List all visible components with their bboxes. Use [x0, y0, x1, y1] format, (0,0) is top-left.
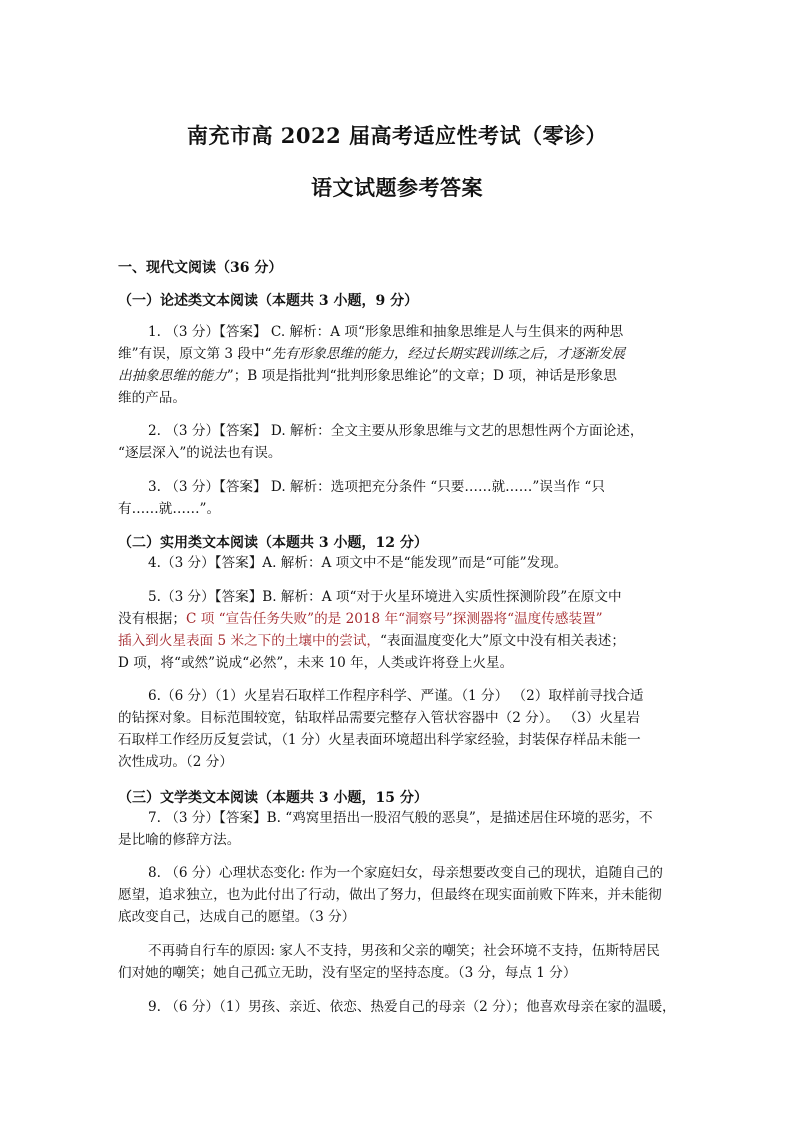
q1-quote-part2: 出抽象思维的能力 [118, 368, 227, 384]
q8-line5: 们对她的嘲笑；她自己孤立无助，没有坚定的坚持态度。（3 分，每点 1 分） [118, 965, 577, 981]
q3-line1: 3. （3 分）【答案】 D. 解析：选项把充分条件 “只要……就……”误当作 “只 [148, 479, 605, 495]
q5-red-text-part2: 插入到火星表面 5 米之下的土壤中的尝试， [118, 633, 380, 649]
q8-line1: 8. （6 分）心理状态变化: 作为一个家庭妇女，母亲想要改变自己的现状，追随自己的 [148, 865, 663, 881]
q1-line2: 维”有误，原文第 3 段中“先有形象思维的能力，经过长期实践训练之后，才逐渐发展 [118, 346, 625, 362]
q6-line4: 次性成功。（2 分） [118, 754, 233, 770]
question-1-answer [118, 321, 686, 409]
q6-line2: 的钻探对象。目标范围较宽，钻取样品需要完整存入管状容器中（2 分）。 （3）火星岩 [118, 710, 641, 726]
question-8-reasons [118, 940, 686, 984]
q2-line1: 2. （3 分）【答案】 D. 解析：全文主要从形象思维与文艺的思想性两个方面论述， [148, 423, 644, 439]
q5-line3: 插入到火星表面 5 米之下的土壤中的尝试，“表面温度变化大”原文中没有相关表述； [118, 633, 625, 649]
question-9-answer [118, 996, 686, 1018]
q5-line4: D 项，将“或然”说成“必然”，未来 10 年，人类或许将登上火星。 [118, 655, 514, 671]
question-3-answer [118, 476, 686, 520]
question-2-answer [118, 420, 686, 464]
page-subtitle: 语文试题参考答案 [311, 175, 483, 200]
q2-line2: “逐层深入”的说法也有误。 [118, 445, 282, 461]
q1-line1: 1. （3 分）【答案】 C. 解析：A 项“形象思维和抽象思维是人与生俱来的两种思 [148, 324, 624, 340]
q4-line1: 4.（3 分）【答案】A. 解析：A 项文中不是“能发现”而是“可能”发现。 [148, 555, 568, 571]
q1-line4: 维的产品。 [118, 390, 186, 406]
part1-heading: 一、现代文阅读（36 分） [118, 260, 283, 276]
question-4-answer [118, 552, 686, 574]
section3-heading: （三）文学类文本阅读（本题共 3 小题，15 分） [118, 790, 428, 806]
q3-line2: 有……就……”。 [118, 501, 221, 517]
q6-line3: 石取样工作经历反复尝试，（1 分）火星表面环境超出科学家经验，封装保存样品未能一 [118, 732, 641, 748]
question-8-answer [118, 862, 686, 928]
q7-line1: 7. （3 分）【答案】B. “鸡窝里捂出一股沼气般的恶臭”，是描述居住环境的恶劣，不 [148, 810, 653, 826]
q8-line3: 底改变自己，达成自己的愿望。（3 分） [118, 909, 356, 925]
question-6-answer [118, 685, 686, 773]
question-5-answer [118, 586, 686, 674]
question-7-answer [118, 807, 686, 851]
q7-line2: 是比喻的修辞方法。 [118, 832, 241, 848]
section2-heading: （二）实用类文本阅读（本题共 3 小题，12 分） [118, 535, 428, 551]
q5-red-text-part1: C 项 “宣告任务失败”的是 2018 年“洞察号”探测器将“温度传感装置” [185, 611, 603, 627]
q9-line1: 9. （6 分）（1）男孩、亲近、依恋、热爱自己的母亲（2 分）；他喜欢母亲在家的温暖， [148, 999, 676, 1015]
q8-line4: 不再骑自行车的原因: 家人不支持，男孩和父亲的嘲笑；社会环境不支持，伍斯特居民 [148, 943, 660, 959]
q5-line2: 没有根据；C 项 “宣告任务失败”的是 2018 年“洞察号”探测器将“温度传感装置” [118, 611, 603, 627]
q8-line2: 愿望，追求独立，也为此付出了行动，做出了努力，但最终在现实面前败下阵来，并未能彻 [118, 887, 662, 903]
q6-line1: 6.（6 分）（1）火星岩石取样工作程序科学、严谨。（1 分） （2）取样前寻找合适 [148, 688, 644, 704]
q1-quote-part1: 先有形象思维的能力，经过长期实践训练之后，才逐渐发展 [271, 346, 625, 362]
page-title: 南充市高 2022 届高考适应性考试（零诊） [186, 123, 608, 148]
q5-line1: 5.（3 分）【答案】B. 解析：A 项“对于火星环境进入实质性探测阶段”在原文中 [148, 589, 622, 605]
q1-line3: 出抽象思维的能力”；B 项是指批判“批判形象思维论”的文章；D 项，神话是形象思 [118, 368, 617, 384]
section1-heading: （一）论述类文本阅读（本题共 3 小题，9 分） [118, 293, 419, 309]
